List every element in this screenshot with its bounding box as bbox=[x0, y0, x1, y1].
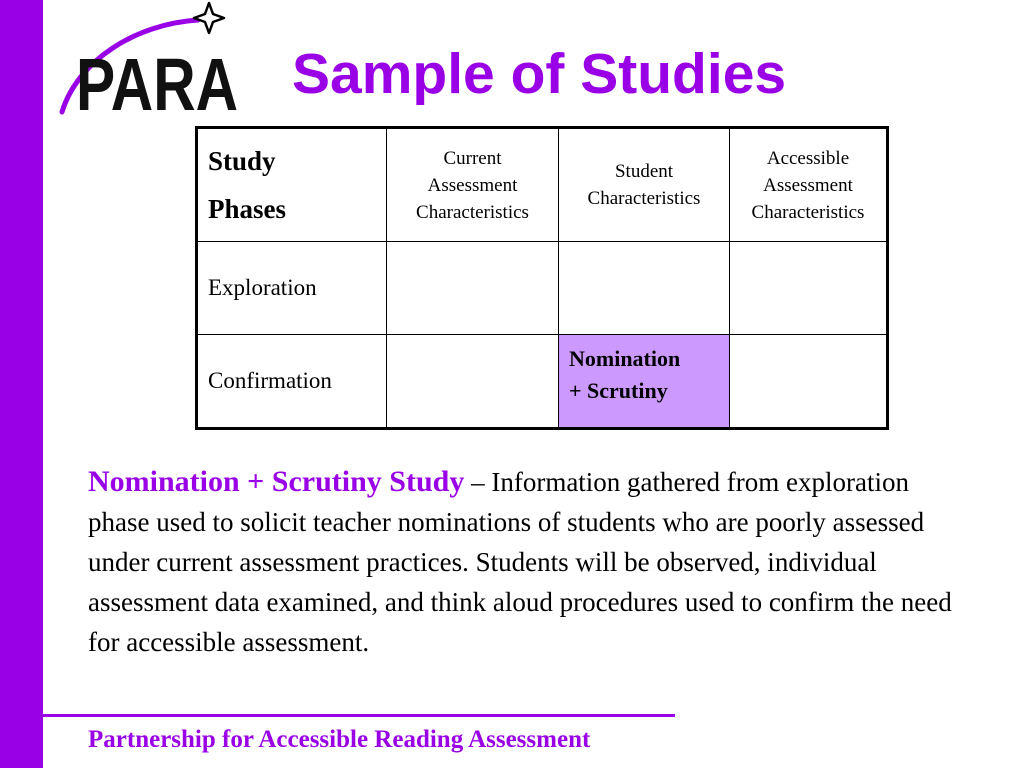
table-cell bbox=[387, 335, 559, 429]
table-row bbox=[197, 335, 888, 429]
highlight-line: + Scrutiny bbox=[569, 378, 668, 403]
star-icon bbox=[194, 3, 224, 33]
description-paragraph bbox=[88, 462, 973, 662]
corner-header bbox=[197, 128, 387, 242]
highlight-cell bbox=[559, 335, 730, 429]
row-label-exploration: Exploration bbox=[197, 242, 387, 335]
description-title: Nomination + Scrutiny Study bbox=[88, 465, 465, 498]
footer-rule bbox=[43, 714, 675, 717]
table-row bbox=[197, 242, 888, 335]
table-cell bbox=[730, 335, 888, 429]
logo-text: PARA bbox=[76, 43, 238, 126]
corner-header-line: Study bbox=[208, 146, 276, 176]
column-header-line: Accessible bbox=[766, 147, 850, 169]
column-header-current-assessment bbox=[387, 128, 559, 242]
column-header-line: Characteristics bbox=[416, 201, 529, 223]
table-cell bbox=[387, 242, 559, 335]
column-header-accessible-assessment bbox=[730, 128, 888, 242]
column-header-line: Student bbox=[614, 161, 674, 182]
column-header-line: Characteristics bbox=[587, 188, 701, 209]
description-body: Information gathered from exploration phase used to solicit teacher nominations of students who are poorly assessed under current assessment practices. Students will be observed, individual assessment data examined, and think aloud procedures used to confirm the need for accessible assessment. bbox=[88, 467, 952, 657]
description-separator: – bbox=[464, 467, 492, 497]
column-header-line: Assessment bbox=[763, 174, 853, 196]
left-accent-bar bbox=[0, 0, 43, 768]
column-header-line: Characteristics bbox=[751, 201, 865, 223]
table-cell bbox=[730, 242, 888, 335]
studies-table bbox=[195, 126, 889, 430]
table-cell bbox=[559, 242, 730, 335]
row-label-confirmation: Confirmation bbox=[197, 335, 387, 429]
slide-title: Sample of Studies bbox=[292, 42, 787, 106]
para-logo bbox=[58, 2, 248, 126]
highlight-line: Nomination bbox=[569, 346, 681, 371]
column-header-line: Assessment bbox=[427, 174, 518, 196]
footer-text: Partnership for Accessible Reading Assessment bbox=[88, 726, 591, 753]
column-header-student bbox=[559, 128, 730, 242]
table-header-row bbox=[197, 128, 888, 242]
column-header-line: Current bbox=[443, 147, 502, 169]
corner-header-line: Phases bbox=[208, 194, 287, 224]
